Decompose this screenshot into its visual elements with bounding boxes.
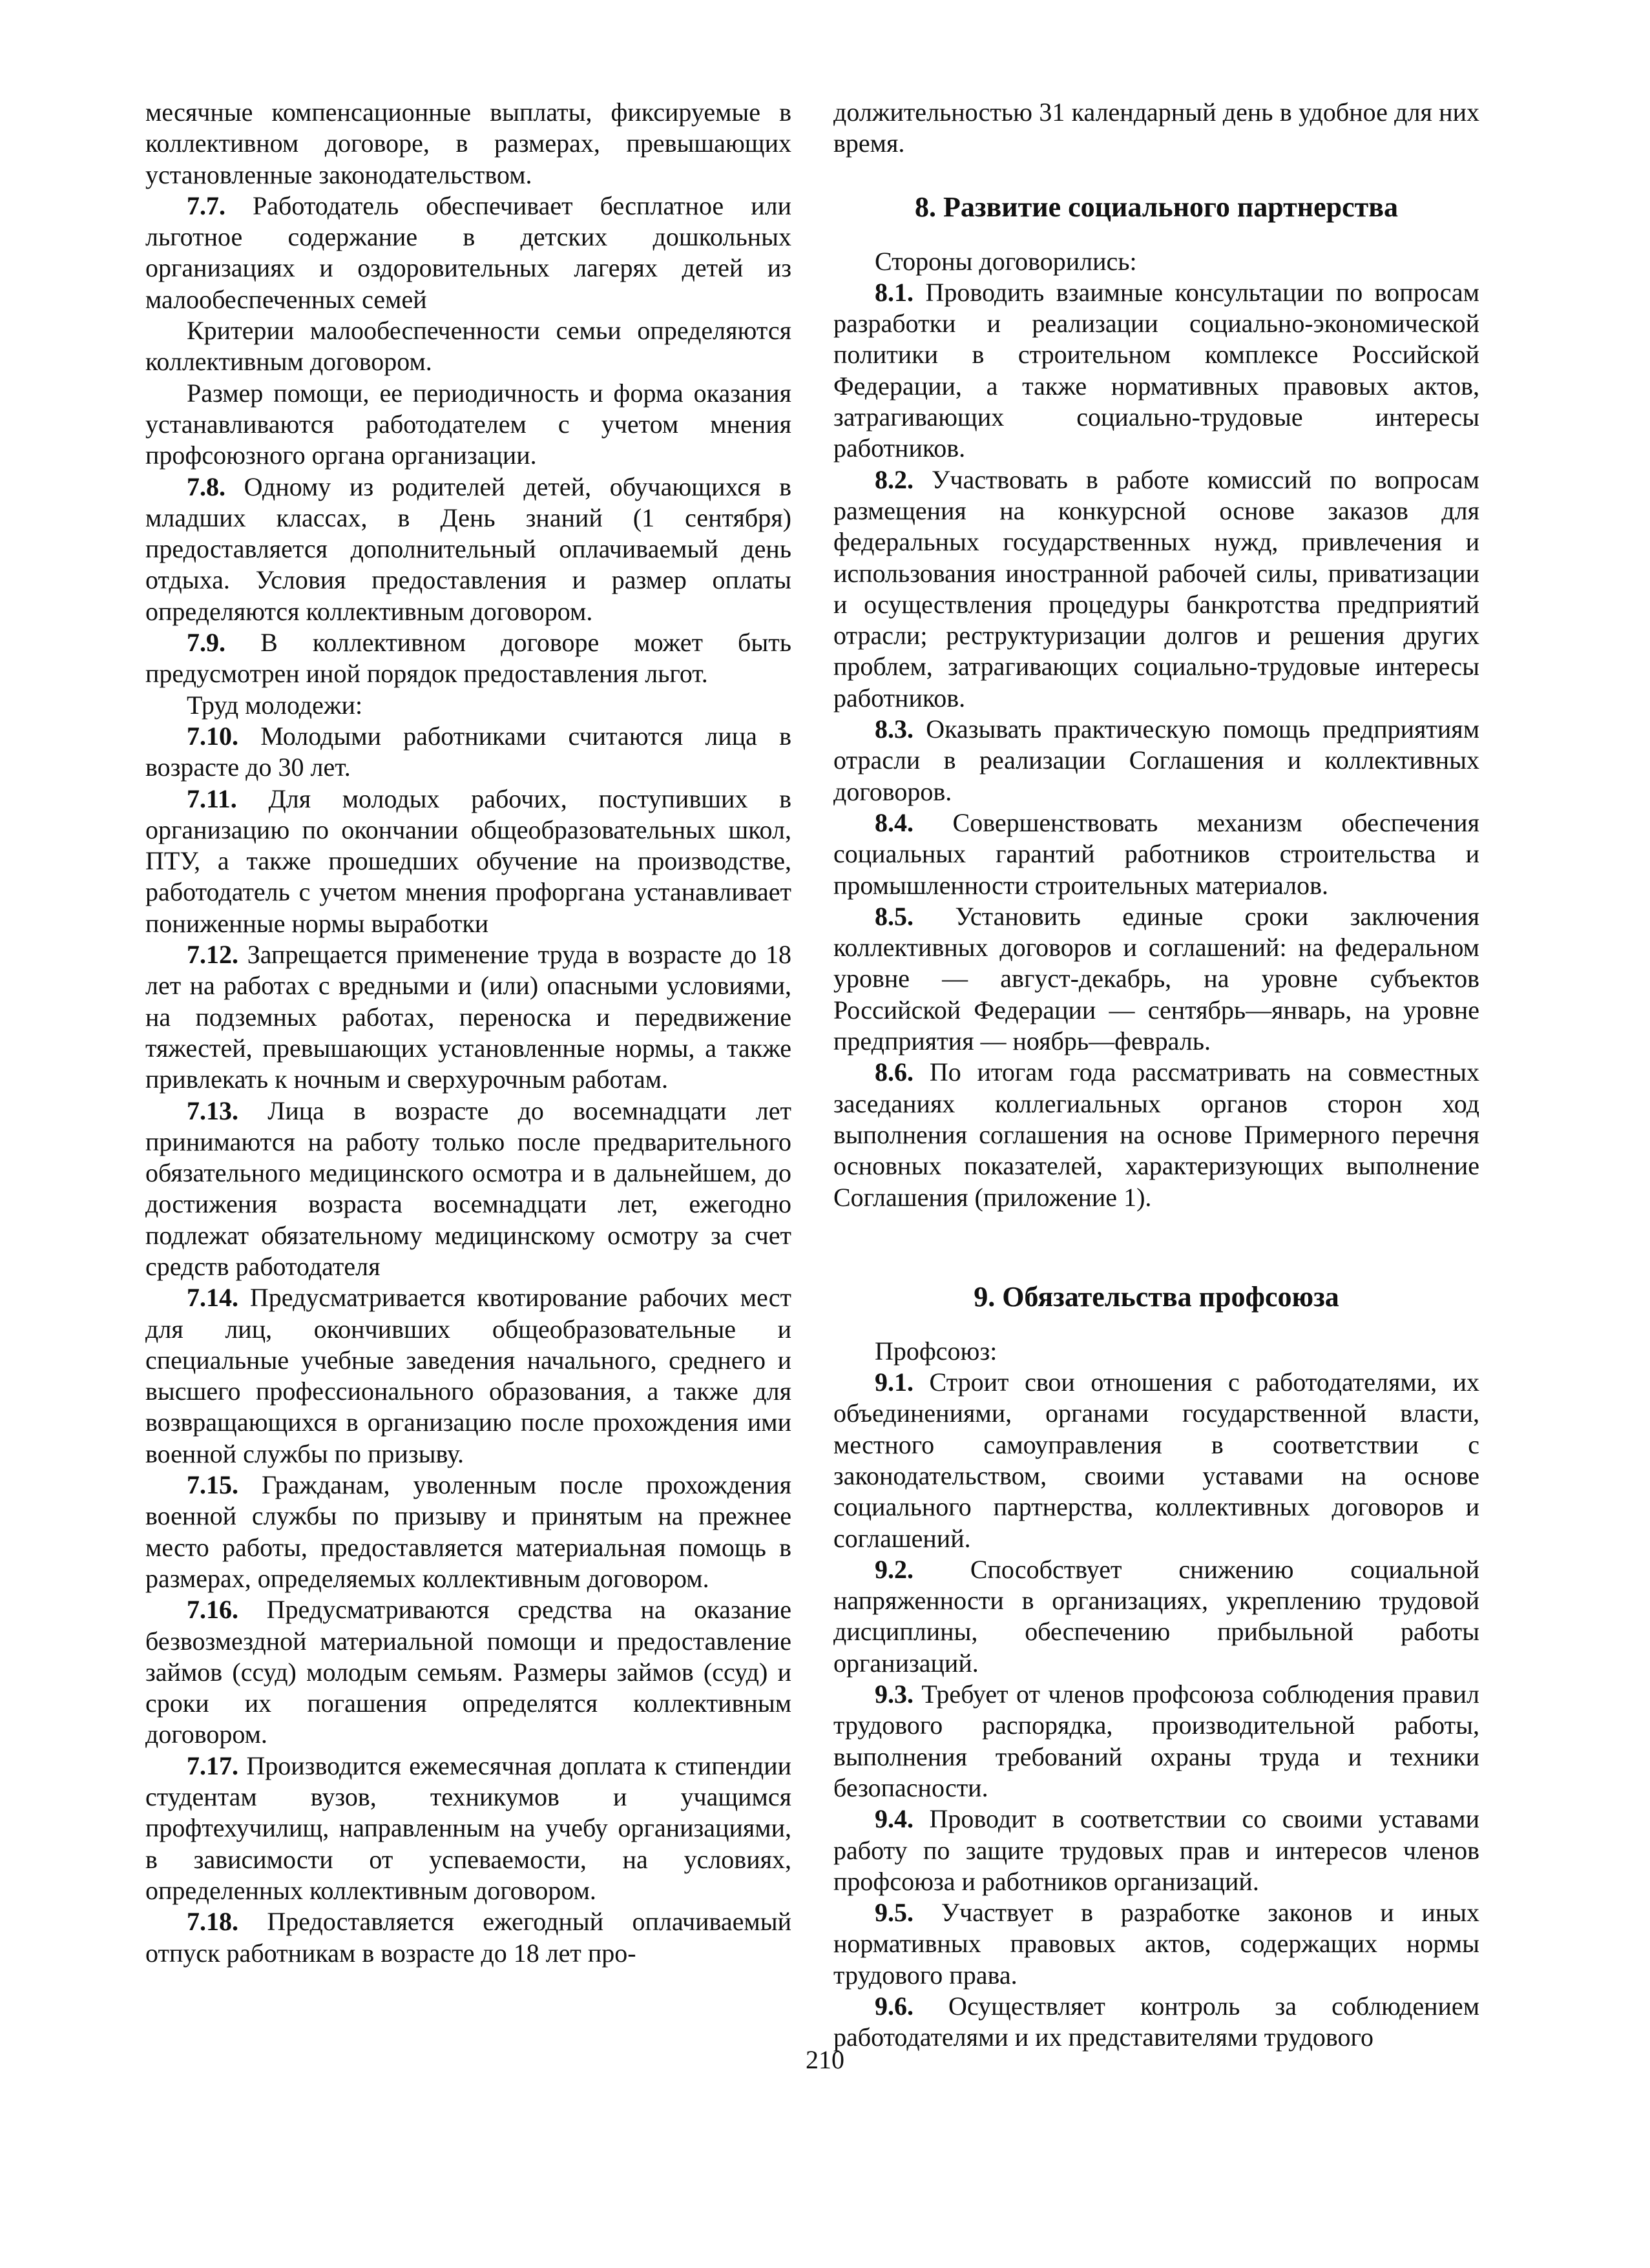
paragraph (833, 807, 1479, 901)
clause-number: 9.1. (875, 1368, 914, 1397)
paragraph-text: должительностью 31 календарный день в удобное для них время. (833, 98, 1479, 158)
paragraph (833, 277, 1479, 464)
paragraph-text: Осуществляет контроль за соблюдением работодателями и их представителями трудового (833, 1992, 1479, 2052)
paragraph (833, 464, 1479, 714)
clause-number: 7.9. (187, 628, 225, 658)
paragraph-text: Предусматривается квотирование рабочих мест для лиц, окончивших общеобразовательные и специальные учебные заведения начального, среднего и высшего профессионального образования, а также для возвращающихся в организацию после прохождения ими военной службы по призыву. (145, 1283, 791, 1468)
paragraph (145, 1906, 791, 1969)
paragraph (145, 1096, 791, 1283)
paragraph-text: Размер помощи, ее периодичность и форма оказания устанавливаются работодателем с учетом мнения профсоюзного органа организации. (145, 378, 791, 470)
paragraph (145, 690, 791, 721)
clause-number: 7.17. (187, 1751, 238, 1780)
paragraph (833, 1367, 1479, 1554)
clause-number: 9.4. (875, 1804, 914, 1834)
clause-number: 7.18. (187, 1907, 238, 1937)
paragraph (145, 378, 791, 472)
paragraph-text: Проводить взаимные консультации по вопросам разработки и реализации социально-экономической политики в строительном комплексе Российской Федерации, а также нормативных правовых актов, затрагивающих социально-трудовые интересы работников. (833, 277, 1479, 463)
paragraph (145, 1751, 791, 1906)
paragraph-text: Строит свои отношения с работодателями, их объединениями, органами государственной власти, местного самоуправления в соответствии с законодательством, своими уставами на основе социального партнерства, коллективных договоров и соглашений. (833, 1368, 1479, 1553)
section-9-title: 9. Обязательства профсоюза (974, 1280, 1339, 1313)
paragraph (833, 246, 1479, 277)
paragraph (833, 714, 1479, 807)
section-8-title: 8. Развитие социального партнерства (914, 191, 1399, 223)
paragraph (145, 1470, 791, 1594)
paragraph-text: Критерии малообеспеченности семьи определяются коллективным договором. (145, 316, 791, 377)
clause-number: 8.2. (875, 464, 914, 494)
clause-number: 8.1. (875, 277, 914, 307)
paragraph-text: Проводит в соответствии со своими уставами работу по защите трудовых прав и интересов членов профсоюза и работников организаций. (833, 1804, 1479, 1896)
paragraph (145, 939, 791, 1095)
clause-number: 7.14. (187, 1283, 238, 1313)
left-column (145, 97, 791, 1969)
paragraph-text: Предусматриваются средства на оказание безвозмездной материальной помощи и предоставление займов (ссуд) молодым семьям. Размеры займов (ссуд) и сроки их погашения определятся коллективным договором. (145, 1595, 791, 1749)
paragraph (145, 627, 791, 690)
clause-number: 7.7. (187, 191, 225, 220)
paragraph (145, 315, 791, 378)
paragraph-text: Молодыми работниками считаются лица в возрасте до 30 лет. (145, 721, 791, 782)
paragraph (145, 1282, 791, 1470)
paragraph-text: В коллективном договоре может быть предусмотрен иной порядок предоставления льгот. (145, 628, 791, 689)
paragraph (145, 191, 791, 315)
paragraph-text: Установить единые сроки заключения коллективных договоров и соглашений: на федеральном уровне — август-декабрь, на уровне субъектов Российской Федерации — сентябрь—январь, на уровне предприятия — ноябрь—февраль. (833, 901, 1479, 1056)
paragraph (145, 721, 791, 784)
clause-number: 8.3. (875, 714, 914, 744)
paragraph-text: Производится ежемесячная доплата к стипендии студентам вузов, техникумов и учащимся профтехучилищ, направленным на учебу организациями, в зависимости от успеваемости, на условиях, определенных коллективным договором. (145, 1751, 791, 1905)
right-column (833, 97, 1479, 2054)
page-number: 210 (806, 2045, 844, 2074)
paragraph (833, 1804, 1479, 1897)
section-9-paragraphs (833, 1336, 1479, 2054)
clause-number: 9.5. (875, 1898, 914, 1928)
paragraph-text: месячные компенсационные выплаты, фиксируемые в коллективном договоре, в размерах, превышающих установленные законодательством. (145, 98, 791, 189)
paragraph-text: Одному из родителей детей, обучающихся в младших классах, в День знаний (1 сентября) предоставляется дополнительный оплачиваемый день отдыха. Условия предоставления и размер оплаты определяются коллективным договором. (145, 472, 791, 626)
paragraph (833, 1554, 1479, 1679)
paragraph-text: Предоставляется ежегодный оплачиваемый отпуск работникам в возрасте до 18 лет про- (145, 1907, 791, 1968)
paragraph (145, 97, 791, 191)
clause-number: 8.4. (875, 807, 914, 837)
paragraph-text: Работодатель обеспечивает бесплатное или льготное содержание в детских дошкольных организациях и оздоровительных лагерях детей из малообеспеченных семей (145, 191, 791, 314)
clause-number: 7.12. (187, 940, 238, 970)
clause-number: 9.6. (875, 1992, 914, 2021)
right-top-paragraphs (833, 97, 1479, 160)
paragraph-text: Участвует в разработке законов и иных нормативных правовых актов, содержащих нормы трудового права. (833, 1898, 1479, 1990)
clause-number: 7.15. (187, 1470, 238, 1500)
section-8-paragraphs (833, 246, 1479, 1213)
clause-number: 8.6. (875, 1057, 914, 1087)
paragraph (833, 1897, 1479, 1991)
paragraph (145, 784, 791, 939)
paragraph-text: Для молодых рабочих, поступивших в организацию по окончании общеобразовательных школ, ПТУ, а также прошедших обучение на производстве, работодатель с учетом мнения профоргана устанавливает пониженные нормы выработки (145, 784, 791, 938)
clause-number: 7.13. (187, 1096, 238, 1125)
clause-number: 9.3. (875, 1680, 914, 1709)
paragraph-text: Труд молодежи: (187, 690, 363, 720)
paragraph (833, 1679, 1479, 1804)
clause-number: 7.8. (187, 472, 225, 501)
paragraph (833, 901, 1479, 1057)
paragraph-text: Лица в возрасте до восемнадцати лет принимаются на работу только после предварительного обязательного медицинского осмотра и в дальнейшем, до достижения возраста восемнадцати лет, ежегодно подлежат обязательному медицинскому осмотру за счет средств работодателя (145, 1096, 791, 1281)
paragraph (145, 472, 791, 627)
clause-number: 7.11. (187, 784, 237, 813)
paragraph (833, 97, 1479, 160)
paragraph (833, 1336, 1479, 1367)
clause-number: 8.5. (875, 901, 914, 931)
paragraph-text: Участвовать в работе комиссий по вопросам размещения на конкурсной основе заказов для федеральных государственных нужд, привлечения и использования иностранной рабочей силы, приватизации и осуществления процедуры банкротства предприятий отрасли; реструктуризации долгов и решения других проблем, затрагивающих социально-трудовые интересы работников. (833, 464, 1479, 713)
paragraph-text: Гражданам, уволенным после прохождения военной службы по призыву и принятым на прежнее место работы, предоставляется материальная помощь в размерах, определяемых коллективным договором. (145, 1470, 791, 1593)
paragraph (833, 1057, 1479, 1212)
paragraph-text: Стороны договорились: (875, 246, 1137, 276)
paragraph-text: Профсоюз: (875, 1336, 997, 1366)
left-paragraphs (145, 97, 791, 1969)
paragraph-text: Оказывать практическую помощь предприятиям отрасли в реализации Соглашения и коллективных договоров. (833, 714, 1479, 806)
paragraph (145, 1594, 791, 1750)
clause-number: 7.10. (187, 721, 238, 751)
paragraph-text: Совершенствовать механизм обеспечения социальных гарантий работников строительства и промышленности строительных материалов. (833, 807, 1479, 900)
paragraph-text: По итогам года рассматривать на совместных заседаниях коллегиальных органов сторон ход выполнения соглашения на основе Примерного перечня основных показателей, характеризующих выполнение Соглашения (приложение 1). (833, 1057, 1479, 1212)
paragraph-text: Требует от членов профсоюза соблюдения правил трудового распорядка, производительной работы, выполнения требований охраны труда и техники безопасности. (833, 1680, 1479, 1802)
paragraph-text: Способствует снижению социальной напряженности в организациях, укреплению трудовой дисциплины, обеспечению прибыльной работы организаций. (833, 1554, 1479, 1678)
clause-number: 7.16. (187, 1595, 238, 1625)
clause-number: 9.2. (875, 1554, 914, 1584)
paragraph-text: Запрещается применение труда в возрасте до 18 лет на работах с вредными и (или) опасными условиями, на подземных работах, переноска и передвижение тяжестей, превышающих установленные нормы, а также привлекать к ночным и сверхурочным работам. (145, 940, 791, 1094)
